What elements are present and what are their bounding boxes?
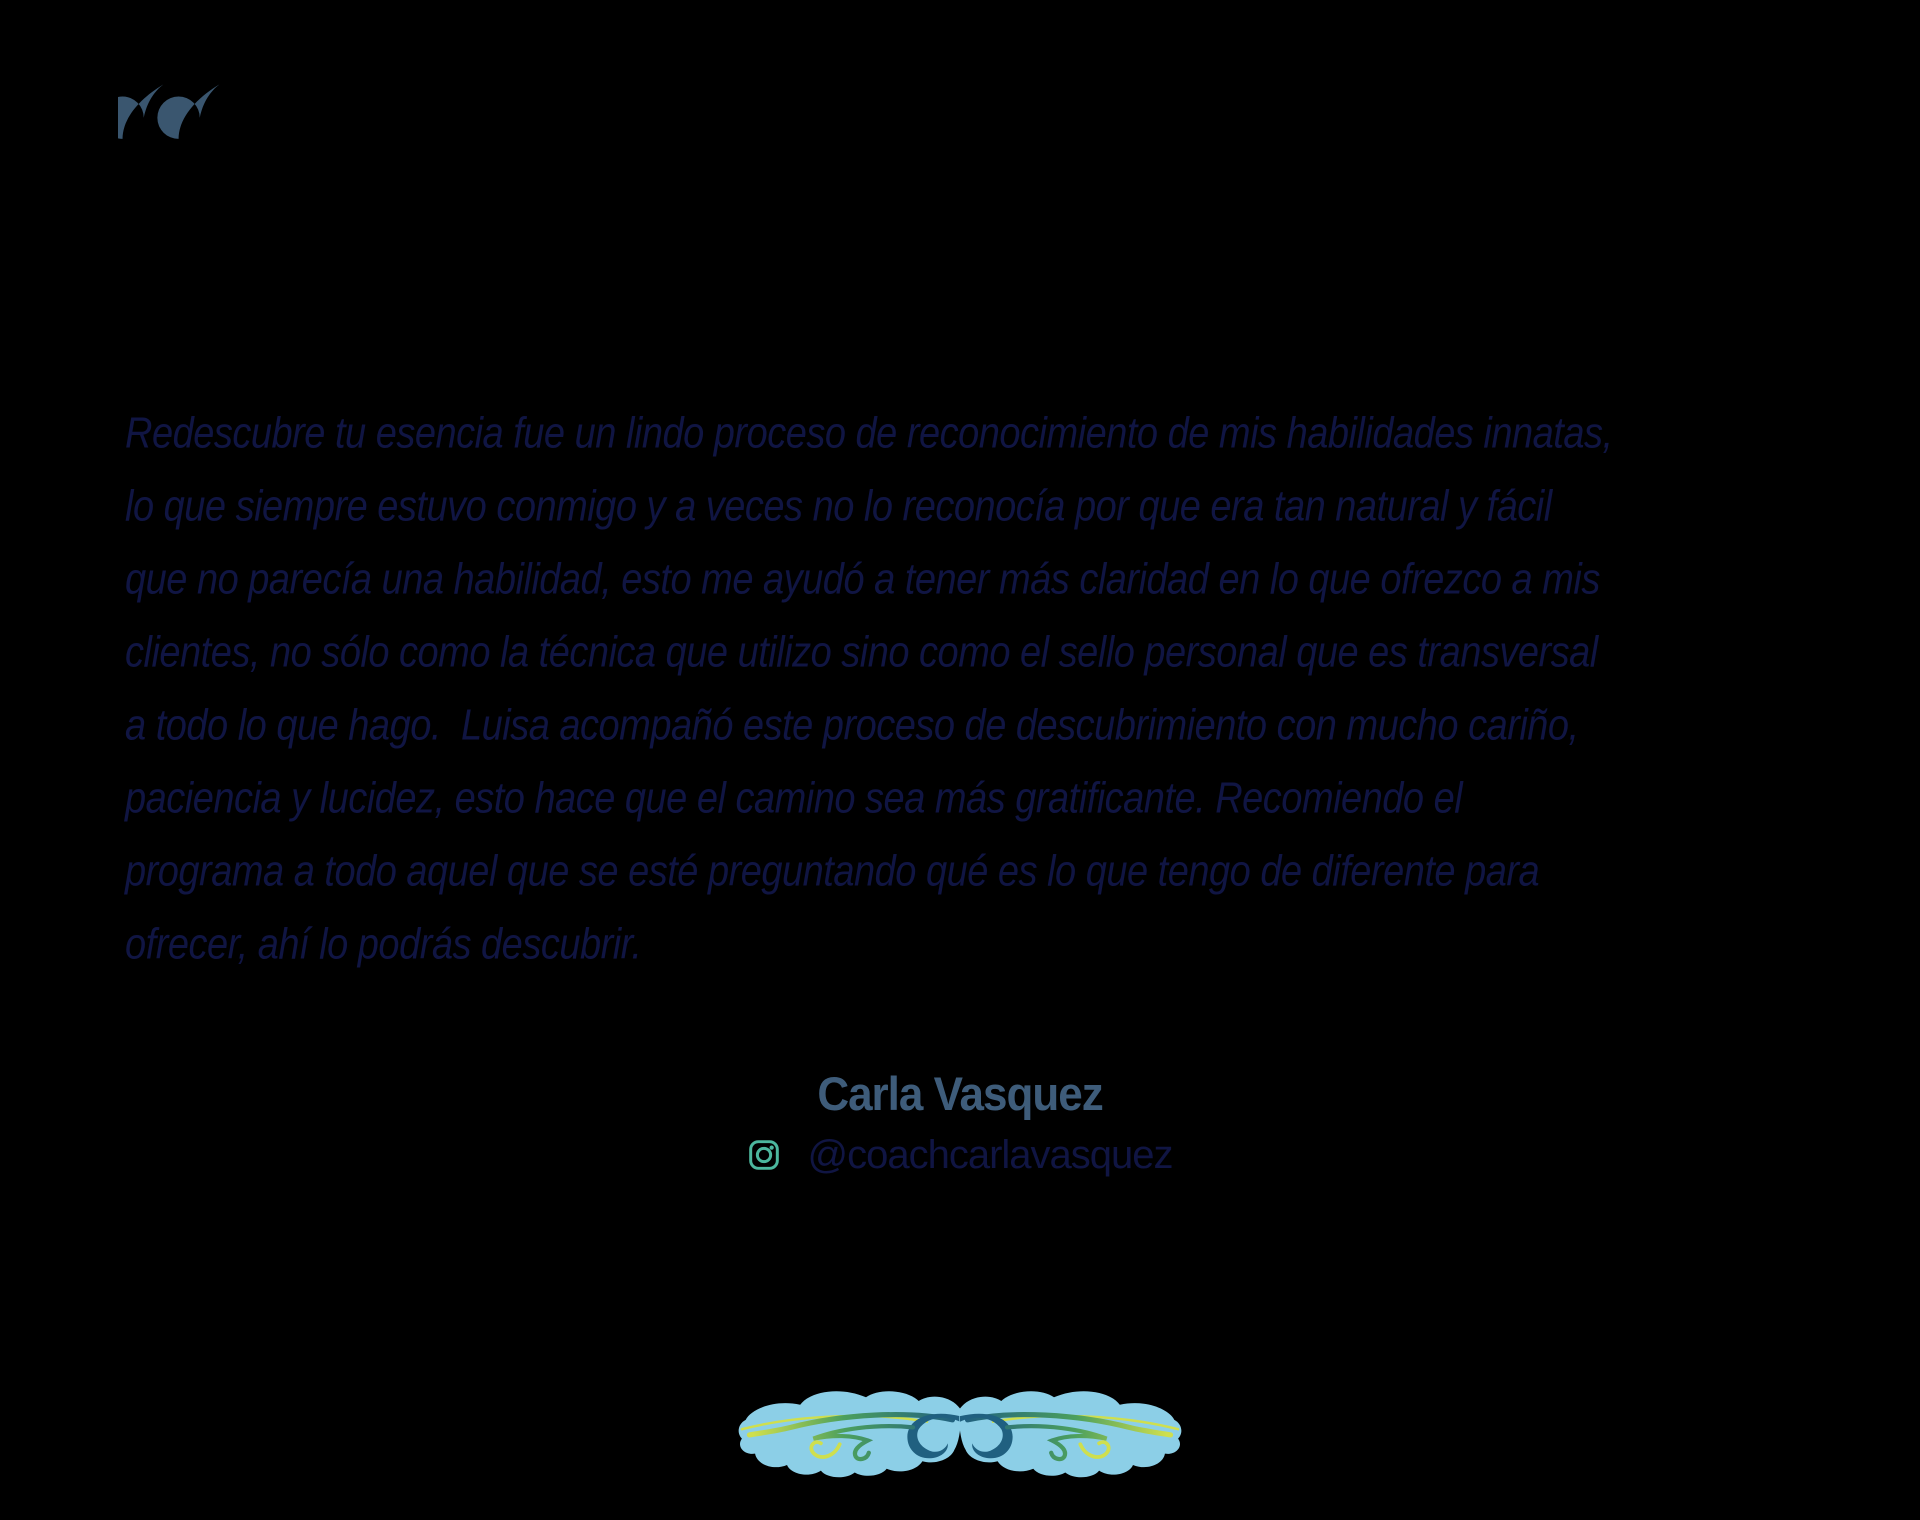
- testimonial-line-7: programa a todo aquel que se esté preguntando qué es lo que tengo de diferente para: [125, 847, 1540, 896]
- wings-ornament-icon: [725, 1386, 1195, 1480]
- testimonial-line-4: clientes, no sólo como la técnica que utilizo sino como el sello personal que es transversal: [125, 628, 1598, 677]
- instagram-handle-row[interactable]: [0, 1132, 1920, 1178]
- wing-left-half: [739, 1391, 961, 1477]
- instagram-icon[interactable]: [747, 1138, 781, 1172]
- instagram-handle[interactable]: @coachcarlavasquez: [807, 1133, 1173, 1177]
- signature-block: [0, 1068, 1920, 1178]
- instagram-icon-frame: [751, 1142, 778, 1169]
- testimonial-line-2: lo que siempre estuvo conmigo y a veces no lo reconocía por que era tan natural y fácil: [125, 482, 1552, 531]
- instagram-icon-flash-dot: [770, 1146, 774, 1150]
- opening-quote-icon: [118, 72, 224, 174]
- testimonial-line-6: paciencia y lucidez, esto hace que el camino sea más gratificante. Recomiendo el: [125, 774, 1463, 823]
- instagram-icon-lens: [758, 1148, 771, 1161]
- wing-right-half: [959, 1391, 1181, 1477]
- quote-mark-right: [157, 84, 219, 139]
- testimonial-line-5: a todo lo que hago. Luisa acompañó este proceso de descubrimiento con mucho cariño,: [125, 701, 1579, 750]
- testimonial-line-8: ofrecer, ahí lo podrás descubrir.: [125, 920, 642, 969]
- author-name: Carla Vasquez: [817, 1068, 1103, 1121]
- testimonial-text: [125, 398, 1613, 982]
- quote-mark-left: [118, 84, 163, 139]
- testimonial-line-1: Redescubre tu esencia fue un lindo proceso de reconocimiento de mis habilidades innatas,: [125, 409, 1613, 458]
- testimonial-line-3: que no parecía una habilidad, esto me ayudó a tener más claridad en lo que ofrezco a mis: [125, 555, 1600, 604]
